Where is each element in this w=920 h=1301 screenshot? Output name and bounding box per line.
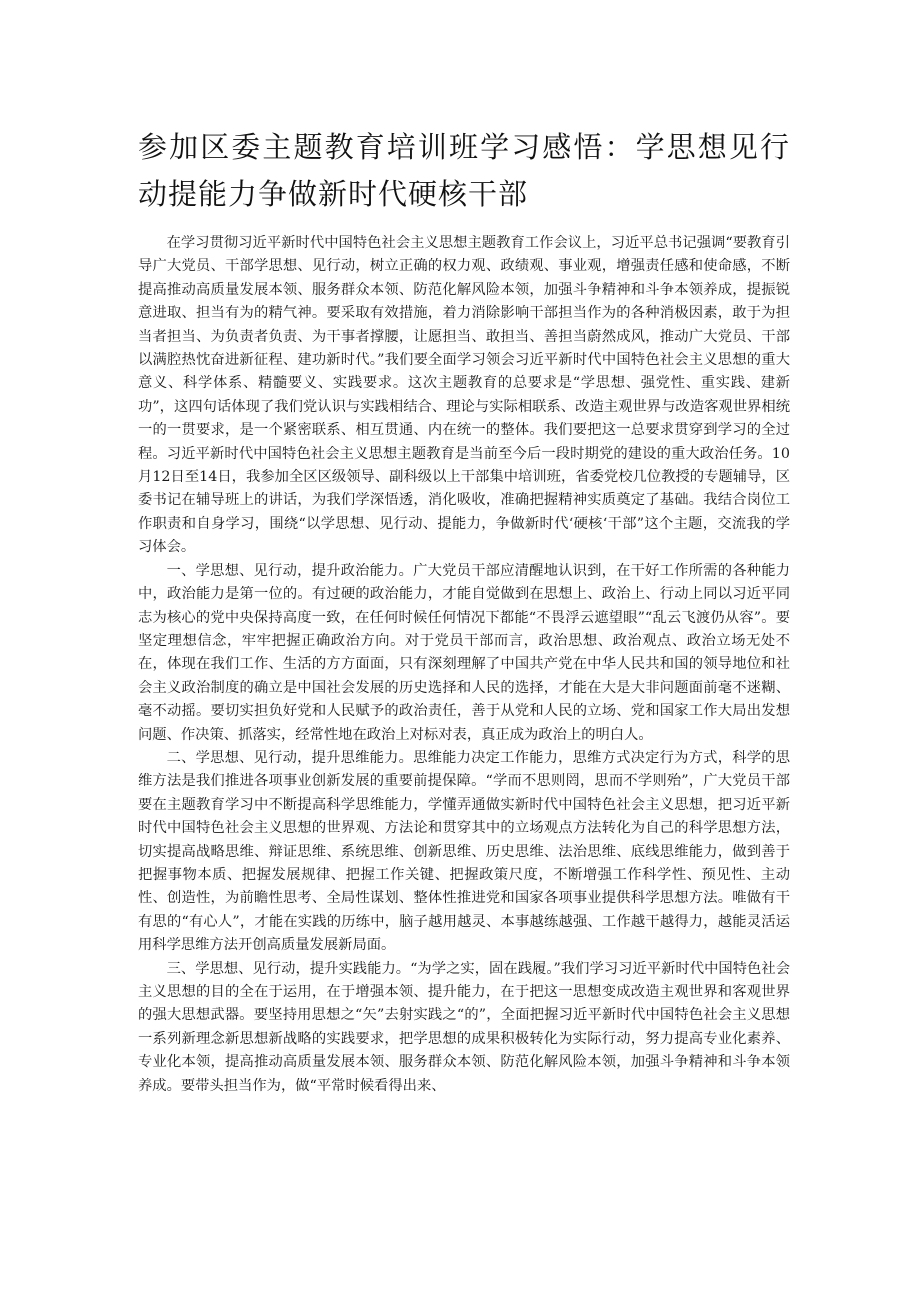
- paragraph-political-ability: 一、学思想、见行动，提升政治能力。广大党员干部应清醒地认识到，在干好工作所需的各种能力中，政治能力是第一位的。有过硬的政治能力，才能自觉做到在思想上、政治上、行动上同以习近平同志为核心的党中央保持高度一致，在任何时候任何情况下都能“不畏浮云遮望眼”“乱云飞渡仍从容”。要坚定理想信念，牢牢把握正确政治方向。对于党员干部而言，政治思想、政治观点、政治立场无处不在，体现在我们工作、生活的方方面面，只有深刻理解了中国共产党在中华人民共和国的领导地位和社会主义政治制度的确立是中国社会发展的历史选择和人民的选择，才能在大是大非问题面前毫不迷糊、毫不动摇。要切实担负好党和人民赋予的政治责任，善于从党和人民的立场、党和国家工作大局出发想问题、作决策、抓落实，经常性地在政治上对标对表，真正成为政治上的明白人。: [138, 562, 790, 743]
- document-title: 参加区委主题教育培训班学习感悟：学思想见行动提能力争做新时代硬核干部: [138, 130, 790, 211]
- paragraph-thinking-ability: 二、学思想、见行动，提升思维能力。思维能力决定工作能力，思维方式决定行为方式，科学的思维方法是我们推进各项事业创新发展的重要前提保障。“学而不思则罔，思而不学则殆”，广大党员干部要在主题教育学习中不断提高科学思维能力，学懂弄通做实新时代中国特色社会主义思想，把习近平新时代中国特色社会主义思想的世界观、方法论和贯穿其中的立场观点方法转化为自己的科学思想方法，切实提高战略思维、辩证思维、系统思维、创新思维、历史思维、法治思维、底线思维能力，做到善于把握事物本质、把握发展规律、把握工作关键、把握政策尺度，不断增强工作科学性、预见性、主动性、创造性，为前瞻性思考、全局性谋划、整体性推进党和国家各项事业提供科学思想方法。唯做有干有思的“有心人”，才能在实践的历练中，脑子越用越灵、本事越练越强、工作越干越得力，越能灵活运用科学思维方法开创高质量发展新局面。: [138, 749, 790, 954]
- paragraph-intro: 在学习贯彻习近平新时代中国特色社会主义思想主题教育工作会议上，习近平总书记强调“要教育引导广大党员、干部学思想、见行动，树立正确的权力观、政绩观、事业观，增强责任感和使命感，不断提高推动高质量发展本领、服务群众本领、防范化解风险本领，加强斗争精神和斗争本领养成，提振锐意进取、担当有为的精气神。要采取有效措施，着力消除影响干部担当作为的各种消极因素，敢于为担当者担当、为负责者负责、为干事者撑腰，让愿担当、敢担当、善担当蔚然成风，推动广大党员、干部以满腔热忱奋进新征程、建功新时代。”我们要全面学习领会习近平新时代中国特色社会主义思想的重大意义、科学体系、精髓要义、实践要求。这次主题教育的总要求是“学思想、强党性、重实践、建新功”，这四句话体现了我们党认识与实践相结合、理论与实际相联系、改造主观世界与改造客观世界相统一的一贯要求，是一个紧密联系、相互贯通、内在统一的整体。我们要把这一总要求贯穿到学习的全过程。习近平新时代中国特色社会主义思想主题教育是当前至今后一段时期党的建设的重大政治任务。10月12日至14日，我参加全区区级领导、副科级以上干部集中培训班，省委党校几位教授的专题辅导，区委书记在辅导班上的讲话，为我们学深悟透，消化吸收，准确把握精神实质奠定了基础。我结合岗位工作职责和自身学习，围绕“以学思想、见行动、提能力，争做新时代‘硬核‘干部”这个主题，交流我的学习体会。: [138, 235, 790, 556]
- paragraph-practice-ability: 三、学思想、见行动，提升实践能力。“为学之实，固在践履。”我们学习习近平新时代中国特色社会主义思想的目的全在于运用，在于增强本领、提升能力，在于把这一思想变成改造主观世界和客观世界的强大思想武器。要坚持用思想之“矢”去射实践之“的”，全面把握习近平新时代中国特色社会主义思想一系列新理念新思想新战略的实践要求，把学思想的成果积极转化为实际行动，努力提高专业化素养、专业化本领，提高推动高质量发展本领、服务群众本领、防范化解风险本领，加强斗争精神和斗争本领养成。要带头担当作为，做“平常时候看得出来、: [138, 960, 790, 1094]
- document-body: [138, 232, 790, 1098]
